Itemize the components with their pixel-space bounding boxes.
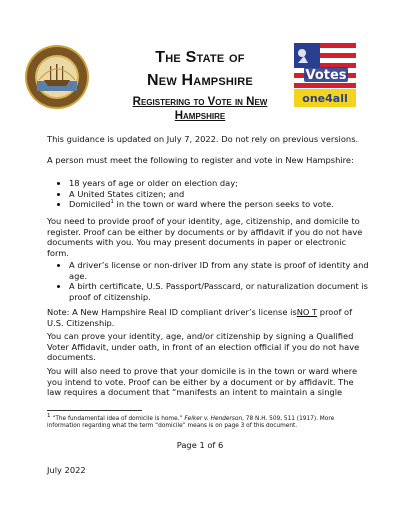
subtitle-line-2: Hampshire: [174, 110, 226, 122]
page-number: Page 1 of 6: [176, 440, 224, 450]
footnote-divider: [47, 410, 142, 411]
footer-date: July 2022: [47, 465, 86, 475]
footnote-quote: “The fundamental idea of domicile is home.”: [50, 416, 185, 422]
footnote-ref[interactable]: 1: [110, 199, 114, 206]
domicile-rest: in the town or ward where the person seeks to vote.: [113, 199, 334, 210]
real-id-note: [47, 307, 365, 328]
logo-one4all-text: one4all: [302, 92, 348, 105]
domicile-word: Domiciled: [69, 199, 111, 210]
proof-paragraph: You need to provide proof of your identity, age, citizenship, and domicile to register. Proof can be either by documents or by affidavit if you do not have documents with you. You may present documents in paper or electronic form.: [47, 216, 363, 258]
real-id-note-text: Note: A New Hampshire Real ID compliant driver’s license is: [47, 307, 297, 317]
real-id-note-end: proof of U.S. Citizenship.: [47, 307, 353, 328]
proof-citizenship: • A birth certificate, U.S. Passport/Passcard, or naturalization document is proof of citizenship.: [69, 281, 387, 302]
footnote-number: 1: [47, 413, 51, 420]
proof-license: • A driver’s license or non-driver ID from any state is proof of identity and age.: [69, 260, 387, 281]
requirements-list: [47, 178, 387, 210]
votes-one4all-logo-icon: [294, 43, 356, 107]
proofs-list: [47, 260, 387, 302]
requirement-domicile: [69, 199, 387, 210]
requirement-age: • 18 years of age or older on election day;: [69, 178, 387, 189]
footnote-case: Felker v. Henderson: [184, 416, 243, 422]
requirement-citizen: • A United States citizen; and: [69, 189, 387, 200]
domicile-paragraph: You will also need to prove that your domicile is in the town or ward where you intend to vote. Proof can be either by a document or by affidavit. The law requires a document that “manifests an intent to maintain a single: [47, 366, 358, 398]
nh-state-seal-icon: [24, 44, 90, 110]
real-id-note-not: NO T: [296, 307, 318, 317]
update-notice: This guidance is updated on July 7, 2022. Do not rely on previous versions.: [47, 134, 359, 144]
subtitle-line-1: Registering to Vote in New: [132, 96, 268, 108]
title-line-1: The State of: [155, 49, 245, 66]
requirements-intro: A person must meet the following to register and vote in New Hampshire:: [47, 155, 354, 165]
affidavit-paragraph: You can prove your identity, age, and/or citizenship by signing a Qualified Voter Affidavit, under oath, in front of an election official if you do not have documents.: [47, 331, 360, 363]
footnote-rest: , 78 N.H. 509, 511 (1917). More information regarding what the term “domicile” means is on page 3 of this document.: [47, 416, 335, 430]
logo-votes-text: Votes: [305, 68, 347, 83]
footnote: [47, 413, 367, 431]
title-line-2: New Hampshire: [147, 72, 253, 89]
document-subtitle: [100, 95, 300, 123]
